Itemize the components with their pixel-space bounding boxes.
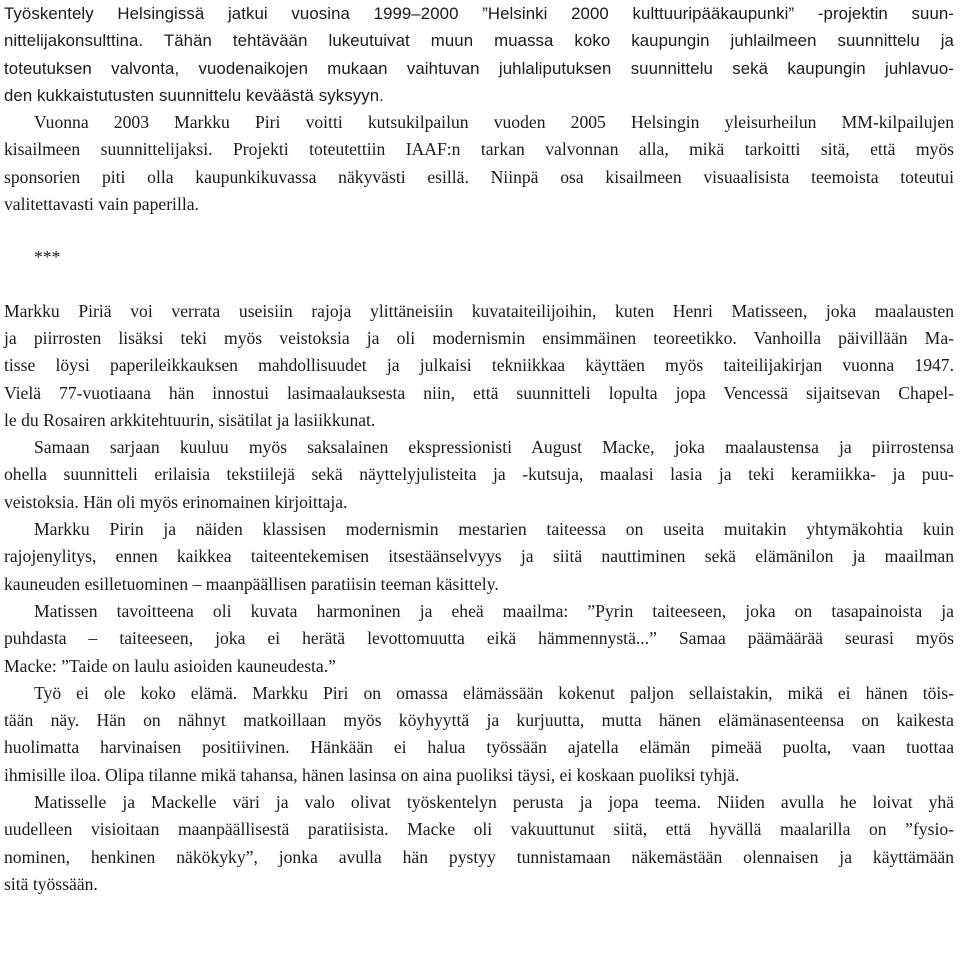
paragraph-mm-kilpailut xyxy=(4,109,954,218)
text-line: Matissen tavoitteena oli kuvata harmoninen ja eheä maailma: ”Pyrin taiteeseen, joka on tasapainoista ja xyxy=(34,600,954,621)
text-line: kauneuden esilletuominen – maanpäällisen paratiisin teeman käsittely. xyxy=(4,573,499,594)
text-line: puhdasta – taiteeseen, joka ei herätä levottomuutta eikä hämmennystä...” Samaa päämäärää seurasi myös xyxy=(4,628,954,649)
text-line: Markku Piriä voi verrata useisiin rajoja ylittäneisiin kuvataiteilijoihin, kuten Henri Matisseen, joka maalausten xyxy=(4,300,954,321)
text-line: veistoksia. Hän oli myös erinomainen kirjoittaja. xyxy=(4,491,348,512)
paragraph-elama xyxy=(4,680,954,789)
text-line: ohella suunnitteli erilaisia tekstiilejä sekä näyttelyjulisteita ja -kutsuja, maalasi lasia ja teki keramiikka- ja puu- xyxy=(4,464,954,485)
text-line: Vielä 77-vuotiaana hän innostui lasimaalauksesta niin, että suunnitteli lopulta jopa Vencessä sijaitsevan Chapel- xyxy=(4,382,954,403)
text-line: sponsorien piti olla kaupunkikuvassa näkyvästi esillä. Niinpä osa kisailmeen visuaalisista teemoista toteutui xyxy=(4,166,954,187)
paragraph-matisse xyxy=(4,298,954,434)
text-line: kisailmeen suunnittelijaksi. Projekti toteutettiin IAAF:n tarkan valvonnan alla, mikä tarkoitti sitä, että myös xyxy=(4,139,954,160)
text-line: Samaan sarjaan kuuluu myös saksalainen ekspressionisti August Macke, joka maalaustensa ja piirrostensa xyxy=(34,437,954,458)
text-line: nittelijakonsulttina. Tähän tehtävään lukeutuivat muun muassa koko kaupungin juhlailmeen suunnittelu ja xyxy=(4,31,954,51)
text-line: Työskentely Helsingissä jatkui vuosina 1999–2000 ”Helsinki 2000 kulttuuripääkaupunki” -projektin suun- xyxy=(4,4,954,23)
text-line: Vuonna 2003 Markku Piri voitti kutsukilpailun vuoden 2005 Helsingin yleisurheilun MM-kilpailujen xyxy=(34,112,954,133)
text-line: den kukkaistutusten suunnittelu keväästä syksyyn. xyxy=(4,85,384,105)
text-line: uudelleen visioitaan maanpäällisestä paratiisista. Macke oli vakuuttunut siitä, että hyvällä maalarilla on ”fysio- xyxy=(4,819,954,840)
text-line: nominen, henkinen näkökyky”, jonka avulla hän pystyy tunnistamaan näkemästään olennaisen ja käyttämään xyxy=(4,846,954,867)
section-separator: *** xyxy=(34,247,61,268)
text-line: Macke: ”Taide on laulu asioiden kauneudesta.” xyxy=(4,655,336,676)
paragraph-harmonia xyxy=(4,598,954,680)
paragraph-macke xyxy=(4,434,954,516)
text-line: rajojenylitys, ennen kaikkea taiteentekemisen itsestäänselvyys ja siitä nauttiminen sekä elämänilon ja maailman xyxy=(4,546,954,567)
text-line: tään näy. Hän on nähnyt matkoillaan myös köyhyyttä ja kurjuutta, mutta hänen elämänasenteensa on kaikesta xyxy=(4,710,954,731)
text-line: ja piirrosten lisäksi teki myös veistoksia ja oli modernismin ensimmäinen teoreetikko. Vanhoilla päivillään Ma- xyxy=(4,327,954,348)
text-line: valitettavasti vain paperilla. xyxy=(4,194,199,215)
text-line: toteutuksen valvonta, vuodenaikojen mukaan vaihtuvan juhlaliputuksen suunnittelu sekä kaupungin juhlavuo- xyxy=(4,58,954,78)
text-line: Työ ei ole koko elämä. Markku Piri on omassa elämässään kokenut paljon sellaistakin, mikä ei hänen töis- xyxy=(34,682,954,703)
text-line: huolimatta harvinaisen positiivinen. Hänkään ei halua työssään ajatella elämän pimeää puolta, vaan tuottaa xyxy=(4,737,954,758)
text-line: le du Rosairen arkkitehtuurin, sisätilat ja lasiikkunat. xyxy=(4,409,376,430)
text-line: sitä työssään. xyxy=(4,873,98,894)
paragraph-helsinki-2000 xyxy=(4,0,954,109)
text-line: Matisselle ja Mackelle väri ja valo olivat työskentelyn perusta ja jopa teema. Niiden avulla he loivat yhä xyxy=(34,792,954,813)
paragraph-yhtymakohdat xyxy=(4,516,954,598)
text-line: ihmisille iloa. Olipa tilanne mikä tahansa, hänen lasinsa on aina puoliksi täysi, ei koskaan puoliksi tyhjä. xyxy=(4,764,740,785)
document-page xyxy=(4,0,954,898)
text-line: tisse löysi paperileikkauksen mahdollisuudet ja julkaisi tekniikkaa käyttäen myös taiteilijakirjan vuonna 1947. xyxy=(4,355,954,376)
text-line: Markku Pirin ja näiden klassisen modernismin mestarien taiteessa on useita muitakin yhtymäkohtia kuin xyxy=(34,519,954,540)
paragraph-vari-ja-valo xyxy=(4,789,954,898)
